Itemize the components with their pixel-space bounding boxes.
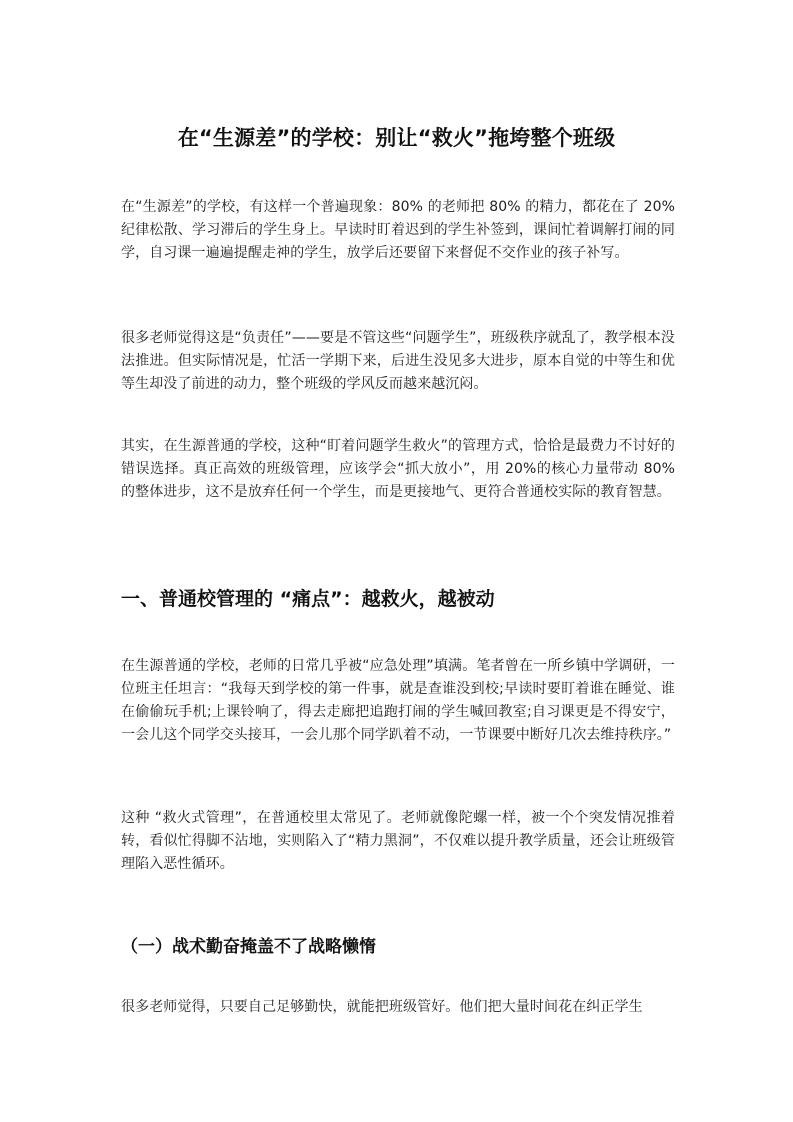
document-title: 在“生源差”的学校：别让“救火”拖垮整个班级 <box>177 126 616 150</box>
section1-paragraph-1: 在生源普通的学校，老师的日常几乎被“应急处理”填满。笔者曾在一所乡镇中学调研，一位班主任坦言：“我每天到学校的第一件事，就是查谁没到校;早读时要盯着谁在睡觉、谁在偷偷玩手机;上课铃响了，得去走廊把追跑打闹的学生喊回教室;自习课更是不得安宁，一会儿这个同学交头接耳，一会儿那个同学趴着不动，一节课要中断好几次去维持秩序。” <box>121 658 675 743</box>
section1-paragraph-2: 这种 “救火式管理”，在普通校里太常见了。老师就像陀螺一样，被一个个突发情况推着转，看似忙得脚不沾地，实则陷入了“精力黑洞”，不仅难以提升教学质量，还会让班级管理陷入恶性循环。 <box>121 810 675 872</box>
section-heading-1: 一、普通校管理的 “痛点”：越救火，越被动 <box>121 588 495 610</box>
subsection-heading-1: （一）战术勤奋掩盖不了战略懒惰 <box>121 937 376 957</box>
intro-paragraph-3: 其实，在生源普通的学校，这种“盯着问题学生救火”的管理方式，恰恰是最费力不讨好的错误选择。真正高效的班级管理，应该学会“抓大放小”，用 20%的核心力量带动 80% 的整体进步，这不是放弃任何一个学生，而是更接地气、更符合普通校实际的教育智慧。 <box>121 438 675 500</box>
subsection1-paragraph-1: 很多老师觉得，只要自己足够勤快，就能把班级管好。他们把大量时间花在纠正学生 <box>121 999 643 1015</box>
intro-paragraph-1: 在“生源差”的学校，有这样一个普遍现象：80% 的老师把 80% 的精力，都花在了 20% 纪律松散、学习滞后的学生身上。早读时盯着迟到的学生补签到，课间忙着调解打闹的同学，自习课一遍遍提醒走神的学生，放学后还要留下来督促不交作业的孩子补写。 <box>121 199 675 261</box>
intro-paragraph-2: 很多老师觉得这是“负责任”——要是不管这些“问题学生”，班级秩序就乱了，教学根本没法推进。但实际情况是，忙活一学期下来，后进生没见多大进步，原本自觉的中等生和优等生却没了前进的动力，整个班级的学风反而越来越沉闷。 <box>121 330 675 392</box>
